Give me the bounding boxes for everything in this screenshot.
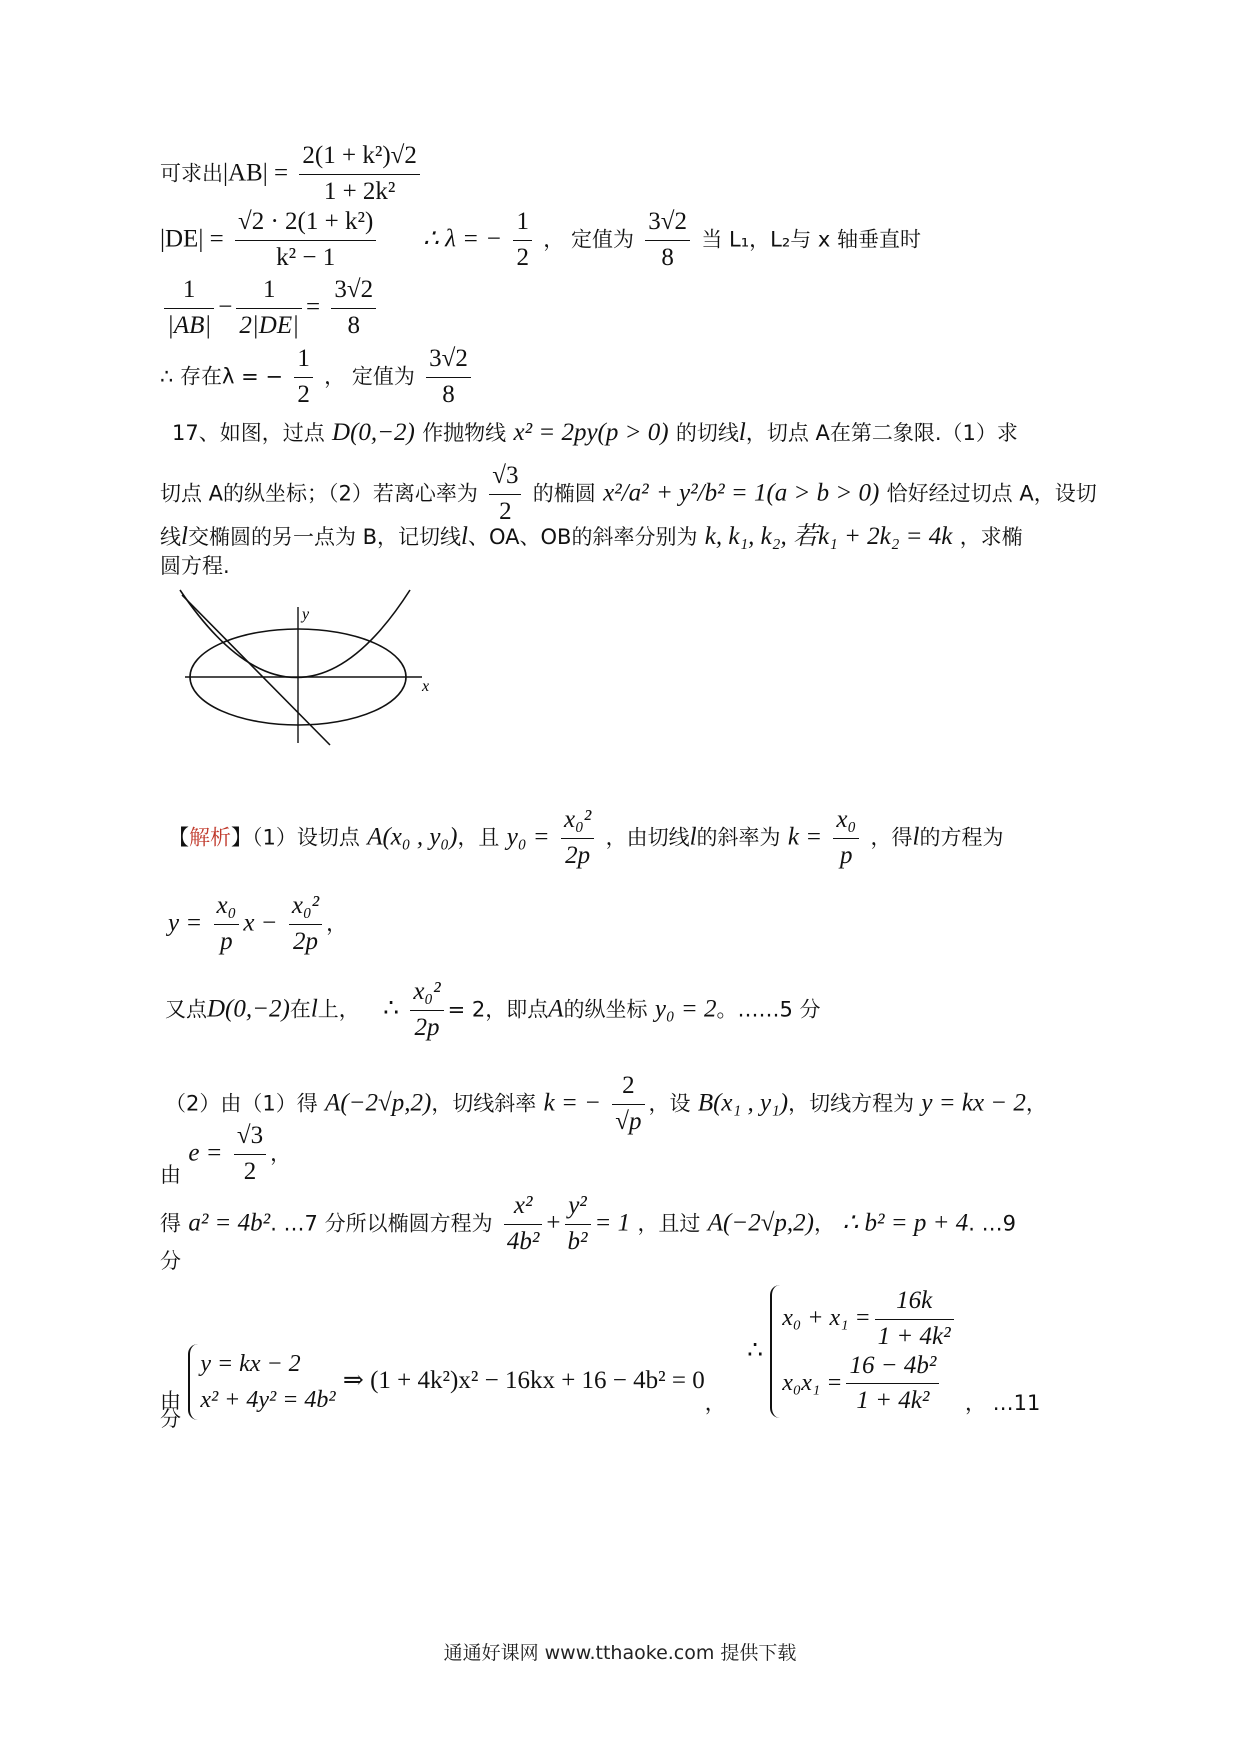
solution-line-2	[168, 892, 347, 957]
figure-parabola-ellipse	[170, 585, 460, 750]
step4-k: k = −	[543, 1089, 601, 1117]
page-footer: 通通好课网 www.tthaoke.com 提供下载	[443, 1642, 797, 1664]
k-num: x₀	[833, 806, 859, 839]
step6-frac-2-num: y²	[565, 1192, 591, 1225]
ecc-den: 2	[499, 497, 512, 525]
y0-value: y₀ = 2	[654, 995, 717, 1023]
vieta-sum-fraction	[875, 1287, 954, 1352]
line-l-2: l	[181, 523, 188, 550]
vieta-product-num: 16 − 4b²	[846, 1352, 939, 1385]
step6-a2: a² = 4b²	[188, 1209, 271, 1237]
step3-num: x₀²	[410, 978, 443, 1011]
de-length-line	[160, 208, 921, 273]
step6-point-a: A(−2√p,2)	[707, 1209, 815, 1237]
step3-on-end: 上，	[317, 997, 360, 1022]
step6-frac-2-den: b²	[567, 1227, 588, 1255]
step4-text: （2）由（1）得	[165, 1091, 318, 1116]
step1-text: （1）设切点	[252, 825, 360, 850]
problem-line-4-text: 圆方程.	[160, 554, 230, 578]
step7-you: 由	[160, 1388, 181, 1413]
exist-fixed-den: 8	[442, 380, 455, 408]
ecc-num: √3	[489, 462, 521, 495]
step3-point-d: D(0,−2)	[207, 995, 290, 1023]
step3-den: 2p	[414, 1013, 440, 1041]
solution-line-1	[168, 806, 1003, 871]
recip-result-num: 3√2	[331, 276, 376, 309]
de-numerator: √2 · 2(1 + k²)	[235, 208, 376, 241]
k-lhs: k =	[787, 823, 823, 851]
step6-through: ，且过	[637, 1211, 701, 1236]
step3-fraction	[410, 978, 443, 1043]
step6-fen: 分	[160, 1249, 181, 1273]
line-l-3: l	[461, 523, 468, 550]
problem-line-3-end: ，求椭	[959, 525, 1023, 549]
ab-numerator: 2(1 + k²)√2	[299, 142, 419, 175]
line-l: l	[738, 419, 746, 446]
y0-fraction	[561, 806, 594, 871]
step3-equals-2: = 2，即点	[447, 997, 549, 1022]
step5-num: √3	[234, 1122, 266, 1155]
step7-therefore: ∴	[747, 1336, 763, 1364]
vieta-product-lhs: x₀x₁ =	[782, 1369, 843, 1396]
lambda-equation: ∴ λ = −	[422, 225, 503, 253]
x-axis-label: x	[422, 678, 430, 695]
step1-get: ，得	[870, 825, 913, 850]
step1-l: l	[689, 823, 697, 851]
step4-line-eq: y = kx − 2	[921, 1089, 1026, 1117]
reciprocal-line	[160, 276, 380, 341]
tangent-y-lhs: y =	[168, 909, 203, 937]
lambda-fraction	[513, 208, 532, 273]
step3-l: l	[310, 995, 318, 1023]
step3-text: 又点	[165, 997, 207, 1022]
step6-b2: ∴ b² = p + 4	[842, 1209, 969, 1237]
exist-lambda-fraction	[294, 345, 313, 410]
tangent-label: 的切线	[675, 421, 739, 445]
solution-line-3	[165, 978, 821, 1043]
vieta-product-fraction	[846, 1352, 939, 1417]
exist-fixed-fraction	[426, 345, 471, 410]
ellipse-label: 的椭圆	[532, 481, 596, 506]
problem-parabola-label: 作抛物线	[422, 421, 507, 445]
ab-prefix: 可求出	[160, 161, 223, 186]
step4-point-a: A(−2√p,2)	[325, 1089, 432, 1117]
y0-lhs: y₀ =	[506, 823, 550, 851]
step4-k-num: 2	[612, 1072, 644, 1105]
tangent-frac-1	[214, 892, 240, 957]
fixed-value-fraction	[645, 208, 690, 273]
de-lhs: |DE| =	[160, 225, 224, 253]
problem-intro: 17、如图，过点	[172, 421, 325, 445]
solution-line-7	[160, 1285, 1040, 1418]
step5-fraction	[234, 1122, 266, 1187]
step3-on: 在	[289, 997, 311, 1022]
therefore-sign: ∴	[383, 995, 399, 1023]
solution-line-7b	[160, 1408, 181, 1431]
vieta-product	[782, 1352, 957, 1417]
step4-k-den: √p	[615, 1107, 642, 1135]
vieta-sum-lhs: x₀ + x₁ =	[782, 1304, 871, 1331]
slopes-condition: k, k₁, k₂, 若k₁ + 2k₂ = 4k	[704, 523, 953, 550]
step1-and: ，且	[457, 825, 500, 850]
solution-line-5	[160, 1122, 291, 1187]
step4-comma: ，	[1025, 1091, 1047, 1116]
step5-you: 由	[160, 1163, 181, 1188]
perpendicular-note: 当 L₁，L₂与 x 轴垂直时	[701, 227, 922, 252]
ab-lhs: |AB| =	[223, 159, 289, 187]
tangent-frac-2	[289, 892, 322, 957]
vieta-system	[770, 1285, 957, 1418]
step1-slope-is: 的斜率为	[696, 825, 781, 850]
point-d: D(0,−2)	[332, 419, 415, 446]
problem-line-3	[160, 524, 1023, 549]
tangent-comma: ，	[326, 911, 348, 936]
y0-num: x₀²	[561, 806, 594, 839]
step6-frac-1	[504, 1192, 543, 1257]
step4-line-label: ，切线方程为	[788, 1091, 915, 1116]
step3-a: A	[548, 995, 564, 1023]
analysis-tag: 解析	[189, 825, 231, 850]
tangent-frac-1-num: x₀	[214, 892, 240, 925]
step6-comma: ，	[814, 1211, 836, 1236]
ab-length-line	[160, 142, 424, 207]
k-den: p	[840, 841, 853, 869]
lambda-den: 2	[516, 243, 529, 271]
step4-k-fraction	[612, 1072, 644, 1137]
recip-ab-den: |AB|	[167, 311, 212, 339]
step6-score-text: . …7 分所以椭圆方程为	[270, 1211, 493, 1236]
step6-score-9: . …9	[968, 1211, 1016, 1236]
step6-frac-2	[565, 1192, 591, 1257]
system-eq-2: x² + 4y² = 4b²	[200, 1386, 336, 1413]
step3-ordinate: 的纵坐标	[563, 997, 648, 1022]
minus-sign: −	[218, 293, 233, 321]
step4-point-b: B(x₁ , y₁)	[697, 1089, 789, 1117]
problem-line-1-end: ，切点 A在第二象限.（1）求	[745, 421, 1018, 445]
tangent-frac-2-num: x₀²	[289, 892, 322, 925]
fixed-den: 8	[661, 243, 674, 271]
y0-den: 2p	[565, 841, 591, 869]
score-5: 。……5 分	[716, 997, 821, 1022]
exist-fixed-label: ， 定值为	[324, 364, 415, 389]
problem-eccentricity-text: 切点 A的纵坐标；（2）若离心率为	[160, 481, 478, 506]
y-axis-label: y	[302, 606, 310, 623]
tangent-mid: x −	[243, 909, 278, 937]
step6-frac-1-num: x²	[504, 1192, 543, 1225]
tag-open-bracket: 【	[168, 825, 189, 850]
k-fraction	[833, 806, 859, 871]
system-eq-1: y = kx − 2	[200, 1350, 301, 1377]
de-fraction	[235, 208, 376, 273]
point-a: A(x₀ , y₀)	[367, 823, 458, 851]
vieta-sum	[782, 1287, 957, 1352]
tangent-frac-1-den: p	[220, 927, 233, 955]
eccentricity-fraction	[489, 462, 521, 527]
solution-line-4	[165, 1072, 1047, 1137]
step6-get: 得	[160, 1211, 181, 1236]
step5-comma: ，	[270, 1141, 292, 1166]
ellipse-rest: + y²/b² = 1(a > b > 0)	[655, 479, 880, 507]
parabola-equation: x² = 2py(p > 0)	[513, 419, 669, 446]
step4-slope-label: ，切线斜率	[431, 1091, 537, 1116]
fixed-value-label: ， 定值为	[543, 227, 634, 252]
problem-line-4	[160, 555, 230, 578]
step5-e: e =	[188, 1139, 223, 1167]
recip-result-den: 8	[347, 311, 361, 339]
problem-line-2	[160, 462, 1097, 527]
ellipse-x-term: x²/a²	[603, 479, 649, 507]
step6-plus: +	[546, 1209, 561, 1237]
solution-line-6	[160, 1192, 1016, 1257]
equals-sign: =	[305, 293, 321, 321]
fixed-num: 3√2	[645, 208, 690, 241]
de-denominator: k² − 1	[276, 243, 336, 271]
recip-de-den: 2|DE|	[239, 311, 299, 339]
vieta-sum-num: 16k	[875, 1287, 954, 1320]
parabola-curve	[180, 590, 410, 678]
ab-fraction	[299, 142, 419, 207]
tag-close-bracket: 】	[231, 825, 252, 850]
step1-l-2: l	[912, 823, 920, 851]
system-of-equations	[188, 1344, 335, 1420]
step7-score-11: ， …11	[964, 1390, 1041, 1415]
step1-slope-text: ，由切线	[605, 825, 690, 850]
recip-de-num: 1	[236, 276, 302, 309]
problem-line-1	[172, 420, 1018, 445]
solution-line-6b	[160, 1250, 181, 1273]
recip-de	[236, 276, 302, 341]
step7-comma: ，	[704, 1390, 726, 1415]
tangent-frac-2-den: 2p	[293, 927, 318, 955]
step5-den: 2	[243, 1157, 257, 1185]
exist-fixed-num: 3√2	[426, 345, 471, 378]
step7-fen: 分	[160, 1407, 181, 1431]
conclusion-line	[160, 345, 475, 410]
vieta-product-den: 1 + 4k²	[856, 1387, 930, 1415]
exist-text: ∴ 存在λ = −	[160, 364, 284, 389]
exist-den: 2	[297, 380, 310, 408]
step6-eq-1: = 1	[594, 1209, 631, 1237]
vieta-sum-den: 1 + 4k²	[877, 1322, 951, 1350]
problem-line-2-end: 恰好经过切点 A，设切	[886, 481, 1097, 506]
problem-line-3-mid: 交椭圆的另一点为 B，记切线	[187, 525, 462, 549]
problem-slopes-label: 、OA、OB的斜率分别为	[468, 525, 698, 549]
problem-line-3-start: 线	[160, 525, 181, 549]
recip-result	[331, 276, 376, 341]
recip-ab-num: 1	[164, 276, 214, 309]
ab-denominator: 1 + 2k²	[323, 177, 396, 205]
quadratic-equation: ⇒ (1 + 4k²)x² − 16kx + 16 − 4b² = 0	[342, 1366, 705, 1394]
step4-set: ，设	[648, 1091, 691, 1116]
lambda-num: 1	[513, 208, 532, 241]
step6-frac-1-den: 4b²	[506, 1227, 540, 1255]
step1-equation-label: 的方程为	[919, 825, 1004, 850]
recip-ab	[164, 276, 214, 341]
exist-num: 1	[294, 345, 313, 378]
